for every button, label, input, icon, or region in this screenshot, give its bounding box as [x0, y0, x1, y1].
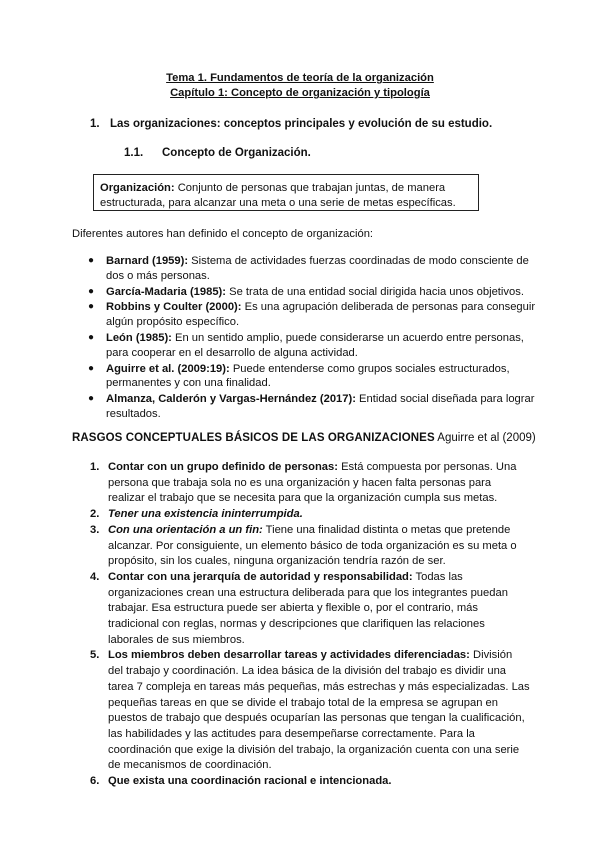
- bullet-icon: ●: [88, 393, 95, 405]
- author-name: Almanza, Calderón y Vargas-Hernández (2017):: [106, 393, 356, 406]
- definition-text: Conjunto de personas que trabajan juntas, de manera estructurada, para alcanzar una meta o una serie de metas específicas.: [100, 182, 456, 209]
- bullet-icon: ●: [88, 331, 95, 343]
- bullet-icon: ●: [88, 301, 95, 313]
- rasgos-title: RASGOS CONCEPTUALES BÁSICOS DE LAS ORGANIZACIONES: [72, 432, 435, 444]
- trait-title: Que exista una coordinación racional e intencionada.: [108, 775, 392, 788]
- list-item: [88, 300, 538, 330]
- bullet-icon: ●: [88, 362, 95, 374]
- trait-title: Contar con un grupo definido de personas:: [108, 461, 338, 473]
- item-number: 1.: [90, 461, 100, 473]
- item-number: 2.: [90, 508, 100, 521]
- section-heading-1: [90, 118, 492, 130]
- list-item: [88, 254, 538, 284]
- trait-title: Contar con una jerarquía de autoridad y responsabilidad:: [108, 570, 413, 583]
- list-item: [88, 331, 538, 361]
- bullet-icon: ●: [88, 285, 95, 297]
- trait-text: Está compuesta por personas. Una persona que trabaja sola no es una organización y hacen falta personas para realizar el trabajo que se necesita para que la organización cumpla sus metas.: [108, 461, 517, 505]
- chapter-title: Capítulo 1: Concepto de organización y tipología: [170, 87, 430, 99]
- list-item: [90, 460, 530, 507]
- list-item: [90, 774, 530, 790]
- author-definition: Entidad social diseñada para lograr resultados.: [106, 393, 535, 420]
- item-number: 5.: [90, 649, 100, 662]
- item-number: 6.: [90, 775, 100, 788]
- trait-text: Tiene una finalidad distinta o metas que pretende alcanzar. Por consiguiente, un elemento básico de toda organización es su meta o propósito, sin los cuales, ninguna organización tendría razón de ser.: [108, 523, 517, 568]
- section-heading-1-1: [124, 147, 311, 159]
- authors-list: [88, 254, 538, 423]
- list-item: [88, 285, 538, 300]
- item-number: 3.: [90, 523, 100, 536]
- trait-title: Tener una existencia ininterrumpida.: [108, 508, 303, 521]
- author-definition: En un sentido amplio, puede considerarse un acuerdo entre personas, para cooperar en el desarrollo de alguna actividad.: [106, 331, 524, 359]
- list-item: [88, 392, 538, 422]
- trait-text: Todas las organizaciones crean una estructura deliberada para que los integrantes puedan trabajar. Esa estructura puede ser abierta y flexible o, por el contrario, más tradicional con reglas, normas y descripciones que clarifiquen las relaciones laborales de sus miembros.: [108, 570, 508, 646]
- traits-list: [90, 460, 530, 790]
- list-item: [90, 523, 530, 570]
- item-number: 4.: [90, 570, 100, 583]
- list-item: [88, 362, 538, 392]
- trait-text: División del trabajo y coordinación. La idea básica de la división del trabajo es dividir una tarea 7 compleja en tareas más pequeñas, más estrechas y más especializadas. Las pequeñas tareas en que se divide el trabajo total de la empresa se agrupan en puestos de trabajo que después ocuparían las personas que tengan la cualificación, las habilidades y las actitudes para desempeñarse correctamente. Para la coordinación que exige la división del trabajo, la organización cuenta con una serie de mecanismos de coordinación.: [108, 649, 530, 772]
- author-definition: Sistema de actividades fuerzas coordinadas de modo consciente de dos o más personas.: [106, 255, 529, 282]
- section-number: 1.: [90, 118, 100, 130]
- trait-title: Los miembros deben desarrollar tareas y actividades diferenciadas:: [108, 649, 470, 662]
- document-title: Tema 1. Fundamentos de teoría de la organización: [166, 72, 434, 84]
- definition-box: [93, 174, 479, 211]
- author-definition: Puede entenderse como grupos sociales estructurados, permanentes y con una finalidad.: [106, 362, 510, 390]
- subsection-number: 1.1.: [124, 147, 144, 159]
- rasgos-source: Aguirre et al (2009): [434, 432, 536, 444]
- list-item: [90, 648, 530, 774]
- author-name: Aguirre et al. (2009:19):: [106, 362, 230, 375]
- definition-term: Organización:: [100, 182, 175, 194]
- author-name: García-Madaria (1985):: [106, 285, 227, 298]
- list-item: [90, 570, 530, 649]
- author-name: Barnard (1959):: [106, 255, 189, 267]
- author-name: Robbins y Coulter (2000):: [106, 301, 242, 314]
- bullet-icon: ●: [88, 255, 95, 266]
- author-name: León (1985):: [106, 331, 172, 344]
- list-item: [90, 507, 530, 523]
- trait-title: Con una orientación a un fin:: [108, 523, 263, 536]
- authors-intro: Diferentes autores han definido el concepto de organización:: [72, 228, 374, 240]
- rasgos-heading: [72, 432, 536, 444]
- author-definition: Se trata de una entidad social dirigida hacia unos objetivos.: [226, 285, 524, 298]
- subsection-title: Concepto de Organización.: [162, 147, 311, 159]
- author-definition: Es una agrupación deliberada de personas para conseguir algún propósito específico.: [106, 301, 536, 329]
- section-title: Las organizaciones: conceptos principales y evolución de su estudio.: [110, 118, 493, 130]
